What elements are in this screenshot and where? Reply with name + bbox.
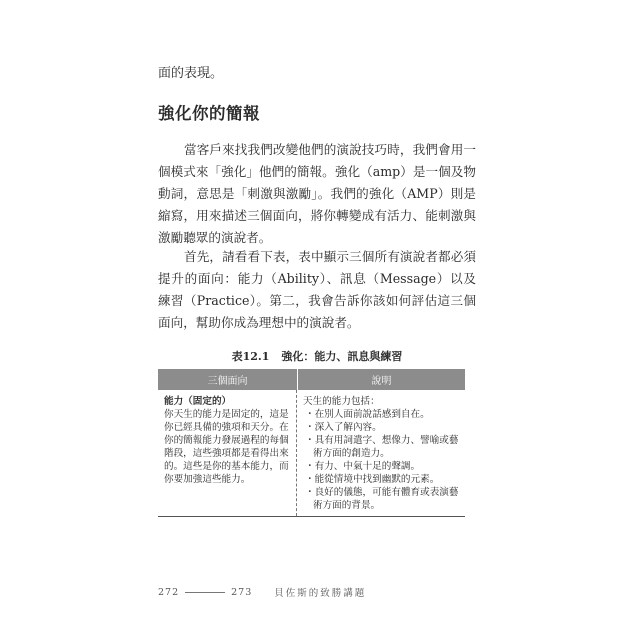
list-item: ・ 深入了解內容。 <box>303 421 461 434</box>
table-cell-description <box>297 390 465 516</box>
ability-description: 你天生的能力是固定的，這是你已經具備的強項和天分。在你的簡報能力發展過程的每個階段，這些強項都是看得出來的。這些是你的基本能力，而你要加強這些能力。 <box>164 409 289 485</box>
page-number-right: 273 <box>231 586 253 598</box>
list-item: ・ 具有用詞遣字、想像力、譬喻或藝術方面的創造力。 <box>303 434 461 460</box>
abilities-list <box>303 408 461 512</box>
list-item: ・ 有力、中氣十足的聲調。 <box>303 460 461 473</box>
table-caption <box>158 348 476 364</box>
table-caption-text: 強化：能力、訊息與練習 <box>281 350 403 363</box>
amp-table <box>158 369 465 517</box>
section-title: 強化你的簡報 <box>158 104 260 123</box>
paragraph-2: 首先，請看看下表，表中顯示三個所有演說者都必須提升的面向：能力（Ability）、訊息（Message）以及練習（Practice）。第二，我會告訴你該如何評估這三個面向，幫助你成為理想中的演說者。 <box>158 249 476 330</box>
table-row <box>158 390 465 516</box>
page-footer <box>158 585 366 599</box>
table-caption-number: 表12.1 <box>231 350 270 363</box>
list-item: ・ 在別人面前說話感到自在。 <box>303 408 461 421</box>
table-header-dimension: 三個面向 <box>158 369 298 390</box>
table-header <box>158 369 465 390</box>
paragraph-1: 當客戶來找我們改變他們的演說技巧時，我們會用一個模式來「強化」他們的簡報。強化（amp）是一個及物動詞，意思是「刺激與激勵」。我們的強化（AMP）則是縮寫，用來描述三個面向，將你轉變成有活力、能刺激與激勵聽眾的演說者。 <box>158 142 476 245</box>
list-item: ・ 能從情境中找到幽默的元素。 <box>303 473 461 486</box>
table-cell-dimension <box>158 390 297 516</box>
footer-divider <box>185 592 225 593</box>
continuation-text: 面的表現。 <box>158 66 224 81</box>
ability-title: 能力（固定的） <box>164 396 232 407</box>
table-header-description: 說明 <box>371 376 392 387</box>
abilities-intro: 天生的能力包括： <box>303 396 380 407</box>
list-item: ・ 良好的儀態，可能有體育或表演藝術方面的背景。 <box>303 486 461 512</box>
page-number-left: 272 <box>158 586 180 598</box>
book-title: 貝佐斯的致勝講題 <box>274 588 367 599</box>
